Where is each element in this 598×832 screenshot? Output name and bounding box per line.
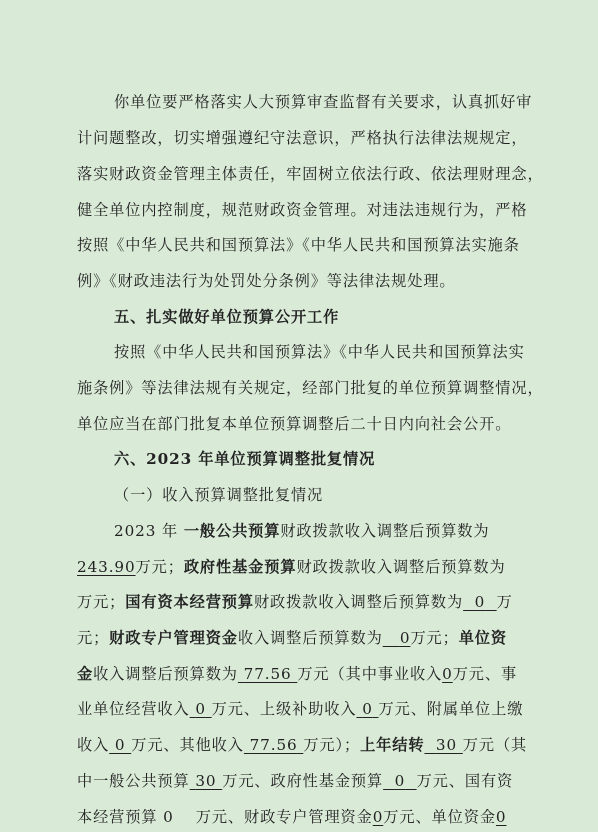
text: 计问题整改，切实增强遵纪守法意识，严格执行法律法规规定， <box>77 129 528 147</box>
text: 财政拨款收入调整后预算数为 <box>253 593 464 611</box>
text: 例》《财政违法行为处罚处分条例》等法律法规处理。 <box>77 272 456 290</box>
amount: 77.56 <box>249 736 298 754</box>
text: 六、2023 年单位预算调整批复情况 <box>114 450 376 468</box>
text: 万元、单位资金 <box>383 808 496 826</box>
text: 万元（其 <box>462 736 528 754</box>
text: 单位应当在部门批复本单位预算调整后二十日内向社会公开。 <box>77 415 512 433</box>
text: 万元、政府性基金预算 <box>222 772 384 790</box>
text: 施条例》等法律法规有关规定，经部门批复的单位预算调整情况， <box>77 379 544 397</box>
paragraph-line <box>114 521 489 541</box>
amount: 0 <box>495 808 507 826</box>
text: 万元、财政专户管理资金 <box>195 808 373 826</box>
paragraph-line <box>77 771 513 791</box>
paragraph-line <box>77 200 527 220</box>
text: 万元； <box>135 558 184 576</box>
text: 元； <box>77 629 110 647</box>
paragraph-line <box>77 164 544 184</box>
paragraph-line <box>77 557 506 577</box>
amount: 0 <box>474 593 486 611</box>
text: 收入调整后预算数为 <box>237 629 383 647</box>
amount: 0 <box>195 700 206 718</box>
text: 万元； <box>410 629 459 647</box>
text: 万元； <box>77 593 126 611</box>
amount: 77.56 <box>243 665 292 683</box>
text: 财政专户管理资金 <box>109 629 238 647</box>
paragraph-line <box>77 628 507 648</box>
text: 政府性基金预算 <box>183 558 297 576</box>
text: 一般公共预算 <box>183 522 281 540</box>
text: 落实财政资金管理主体责任，牢固树立依法行政、依法理财理念， <box>77 165 544 183</box>
amount: 0 <box>114 736 126 754</box>
paragraph-line <box>77 592 513 612</box>
amount: 30 <box>195 772 217 790</box>
text: 按照《中华人民共和国预算法》《中华人民共和国预算法实施条 <box>77 236 520 254</box>
paragraph-line <box>114 342 525 362</box>
amount: 30 <box>435 736 458 754</box>
amount: 0 <box>442 665 453 683</box>
text: 中一般公共预算 <box>77 772 190 790</box>
text: 万元、事 <box>452 665 518 683</box>
text: 按照《中华人民共和国预算法》《中华人民共和国预算法实 <box>114 343 525 361</box>
text: 财政拨款收入调整后预算数为 <box>280 522 490 540</box>
subsection-heading <box>114 485 323 505</box>
text: 本经营预算 <box>77 808 164 826</box>
amount: 243.90 <box>77 558 136 576</box>
text: 收入调整后预算数为 <box>93 665 238 683</box>
paragraph-line <box>77 271 456 291</box>
text: 健全单位内控制度，规范财政资金管理。对违法违规行为，严格 <box>77 201 528 219</box>
text: 万元、上级补助收入 <box>211 700 357 718</box>
paragraph-line <box>77 807 507 827</box>
text: 国有资本经营预算 <box>125 593 254 611</box>
text: 万元、附属单位上缴 <box>378 700 524 718</box>
text: 万元）； <box>303 736 361 754</box>
amount: 0 <box>362 700 373 718</box>
text: 万 <box>496 593 513 611</box>
text: 业单位经营收入 <box>77 700 190 718</box>
paragraph-line <box>77 378 544 398</box>
amount: 0 <box>372 808 384 826</box>
paragraph-line <box>77 735 527 755</box>
paragraph-line <box>77 664 517 684</box>
section-heading <box>114 449 375 469</box>
paragraph-line <box>77 128 527 148</box>
text: 万元、国有资 <box>416 772 514 790</box>
text: 2023 年 <box>114 522 179 540</box>
paragraph-line <box>114 92 532 112</box>
text: 你单位要严格落实人大预算审查监督有关要求，认真抓好审 <box>114 93 533 111</box>
paragraph-line <box>77 414 511 434</box>
text: 单位资 <box>458 629 507 647</box>
paragraph-line <box>77 699 523 719</box>
text: 万元、其他收入 <box>131 736 244 754</box>
text: 金 <box>77 665 94 683</box>
paragraph-line <box>77 235 520 255</box>
text: 五、扎实做好单位预算公开工作 <box>114 308 340 326</box>
amount: 0 <box>394 772 406 790</box>
text: 上年结转 <box>360 736 425 754</box>
amount: 0 <box>163 808 174 826</box>
section-heading <box>114 307 339 327</box>
text: （一）收入预算调整批复情况 <box>114 486 324 504</box>
text: 财政拨款收入调整后预算数为 <box>296 558 506 576</box>
text: 收入 <box>77 736 110 754</box>
text: 万元（其中事业收入 <box>297 665 443 683</box>
amount: 0 <box>399 629 411 647</box>
